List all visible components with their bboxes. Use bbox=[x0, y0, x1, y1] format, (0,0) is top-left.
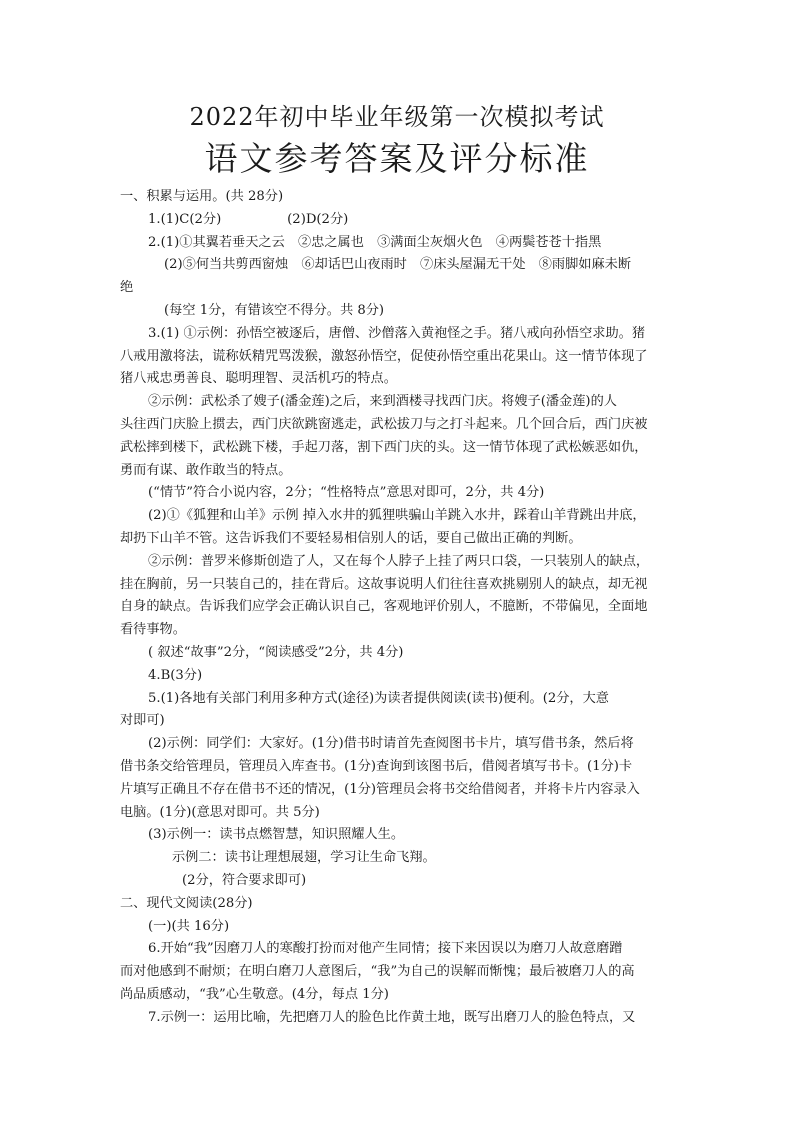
text-line: 自身的缺点。告诉我们应学会正确认识自己，客观地评价别人，不臆断，不带偏见，全面地 bbox=[120, 599, 648, 615]
text-line: 八戒用激将法，谎称妖精咒骂泼猴，激怒孙悟空，促使孙悟空重出花果山。这一情节体现了 bbox=[120, 348, 648, 364]
text-line: (3)示例一：读书点燃智慧，知识照耀人生。 bbox=[148, 827, 405, 843]
text-line: 看待事物。 bbox=[120, 622, 186, 638]
text-line: (2)⑤何当共剪西窗烛 ⑥却话巴山夜雨时 ⑦床头屋漏无干处 ⑧雨脚如麻未断 bbox=[164, 257, 632, 273]
document-subtitle: 语文参考答案及评分标准 bbox=[204, 139, 590, 178]
text-line: 3.(1) ①示例：孙悟空被逐后，唐僧、沙僧落入黄袍怪之手。猪八戒向孙悟空求助。猪 bbox=[148, 325, 646, 341]
text-line: 头往西门庆脸上掼去，西门庆欲跳窗逃走，武松拔刀与之打斗起来。几个回合后，西门庆被 bbox=[120, 416, 648, 432]
text-line: 2.(1)①其翼若垂天之云 ②忠之属也 ③满面尘灰烟火色 ④两鬓苍苍十指黑 bbox=[148, 234, 602, 250]
text-line: ②示例：普罗米修斯创造了人，又在每个人脖子上挂了两只口袋，一只装别人的缺点， bbox=[148, 553, 650, 569]
text-line: (2)①《狐狸和山羊》示例 掉入水井的狐狸哄骗山羊跳入水井，踩着山羊背跳出井底， bbox=[148, 508, 646, 524]
text-line: 猪八戒忠勇善良、聪明理智、灵活机巧的特点。 bbox=[120, 371, 397, 387]
text-line: 7.示例一：运用比喻，先把磨刀人的脸色比作黄土地，既写出磨刀人的脸色特点，又 bbox=[148, 1009, 636, 1025]
text-line: 一、积累与运用。(共 28分) bbox=[120, 189, 284, 204]
document-title: 2022年初中毕业年级第一次模拟考试 bbox=[189, 103, 605, 131]
text-line: 尚品质感动，“我”心生敬意。(4分，每点 1分) bbox=[120, 986, 389, 1002]
text-line: 电脑。(1分)(意思对即可。共 5分) bbox=[120, 804, 320, 820]
text-line: 勇而有谋、敢作敢当的特点。 bbox=[120, 462, 292, 478]
text-line: ( 叙述“故事”2分，“阅读感受”2分，共 4分) bbox=[148, 644, 404, 660]
text-line: (2)示例：同学们：大家好。(1分)借书时请首先查阅图书卡片，填写借书条，然后将 bbox=[148, 736, 634, 752]
text-line: 6.开始“我”因磨刀人的寒酸打扮而对他产生同情；接下来因误以为磨刀人故意磨蹭 bbox=[148, 941, 623, 957]
text-line: 4.B(3分) bbox=[148, 667, 203, 683]
text-line: 却扔下山羊不管。这告诉我们不要轻易相信别人的话，要自己做出正确的判断。 bbox=[120, 530, 582, 546]
answer-body bbox=[120, 186, 678, 1029]
text-line: 而对他感到不耐烦；在明白磨刀人意图后，“我”为自己的误解而惭愧；最后被磨刀人的高 bbox=[120, 964, 635, 980]
text-line: 对即可) bbox=[120, 713, 165, 729]
text-line: 二、现代文阅读(28分) bbox=[120, 895, 253, 911]
text-line: (2分，符合要求即可) bbox=[182, 872, 307, 888]
text-line: 挂在胸前，另一只装自己的，挂在背后。这故事说明人们往往喜欢挑剔别人的缺点，却无视 bbox=[120, 576, 648, 592]
text-line: ②示例：武松杀了嫂子(潘金莲)之后，来到酒楼寻找西门庆。将嫂子(潘金莲)的人 bbox=[148, 394, 617, 410]
text-line: 绝 bbox=[120, 280, 134, 296]
text-line: 片填写正确且不存在借书不还的情况，(1分)管理员会将书交给借阅者，并将卡片内容录入 bbox=[120, 781, 640, 797]
text-line: 5.(1)各地有关部门利用多种方式(途径)为读者提供阅读(读书)便利。(2分，大意 bbox=[148, 690, 609, 706]
text-line: (每空 1分，有错该空不得分。共 8分) bbox=[164, 302, 385, 318]
text-line: 借书条交给管理员，管理员入库查书。(1分)查询到该图书后，借阅者填写书卡。(1分)卡 bbox=[120, 758, 633, 774]
text-line: (“情节”符合小说内容，2分；“性格特点”意思对即可，2分，共 4分) bbox=[148, 485, 545, 501]
text-line: 示例二：读书让理想展翅，学习让生命飞翔。 bbox=[172, 850, 436, 866]
text-line: 1.(1)C(2分) (2)D(2分) bbox=[148, 211, 349, 227]
text-line: 武松摔到楼下，武松跳下楼，手起刀落，割下西门庆的头。这一情节体现了武松嫉恶如仇， bbox=[120, 439, 648, 455]
text-line: (一)(共 16分) bbox=[148, 918, 230, 934]
